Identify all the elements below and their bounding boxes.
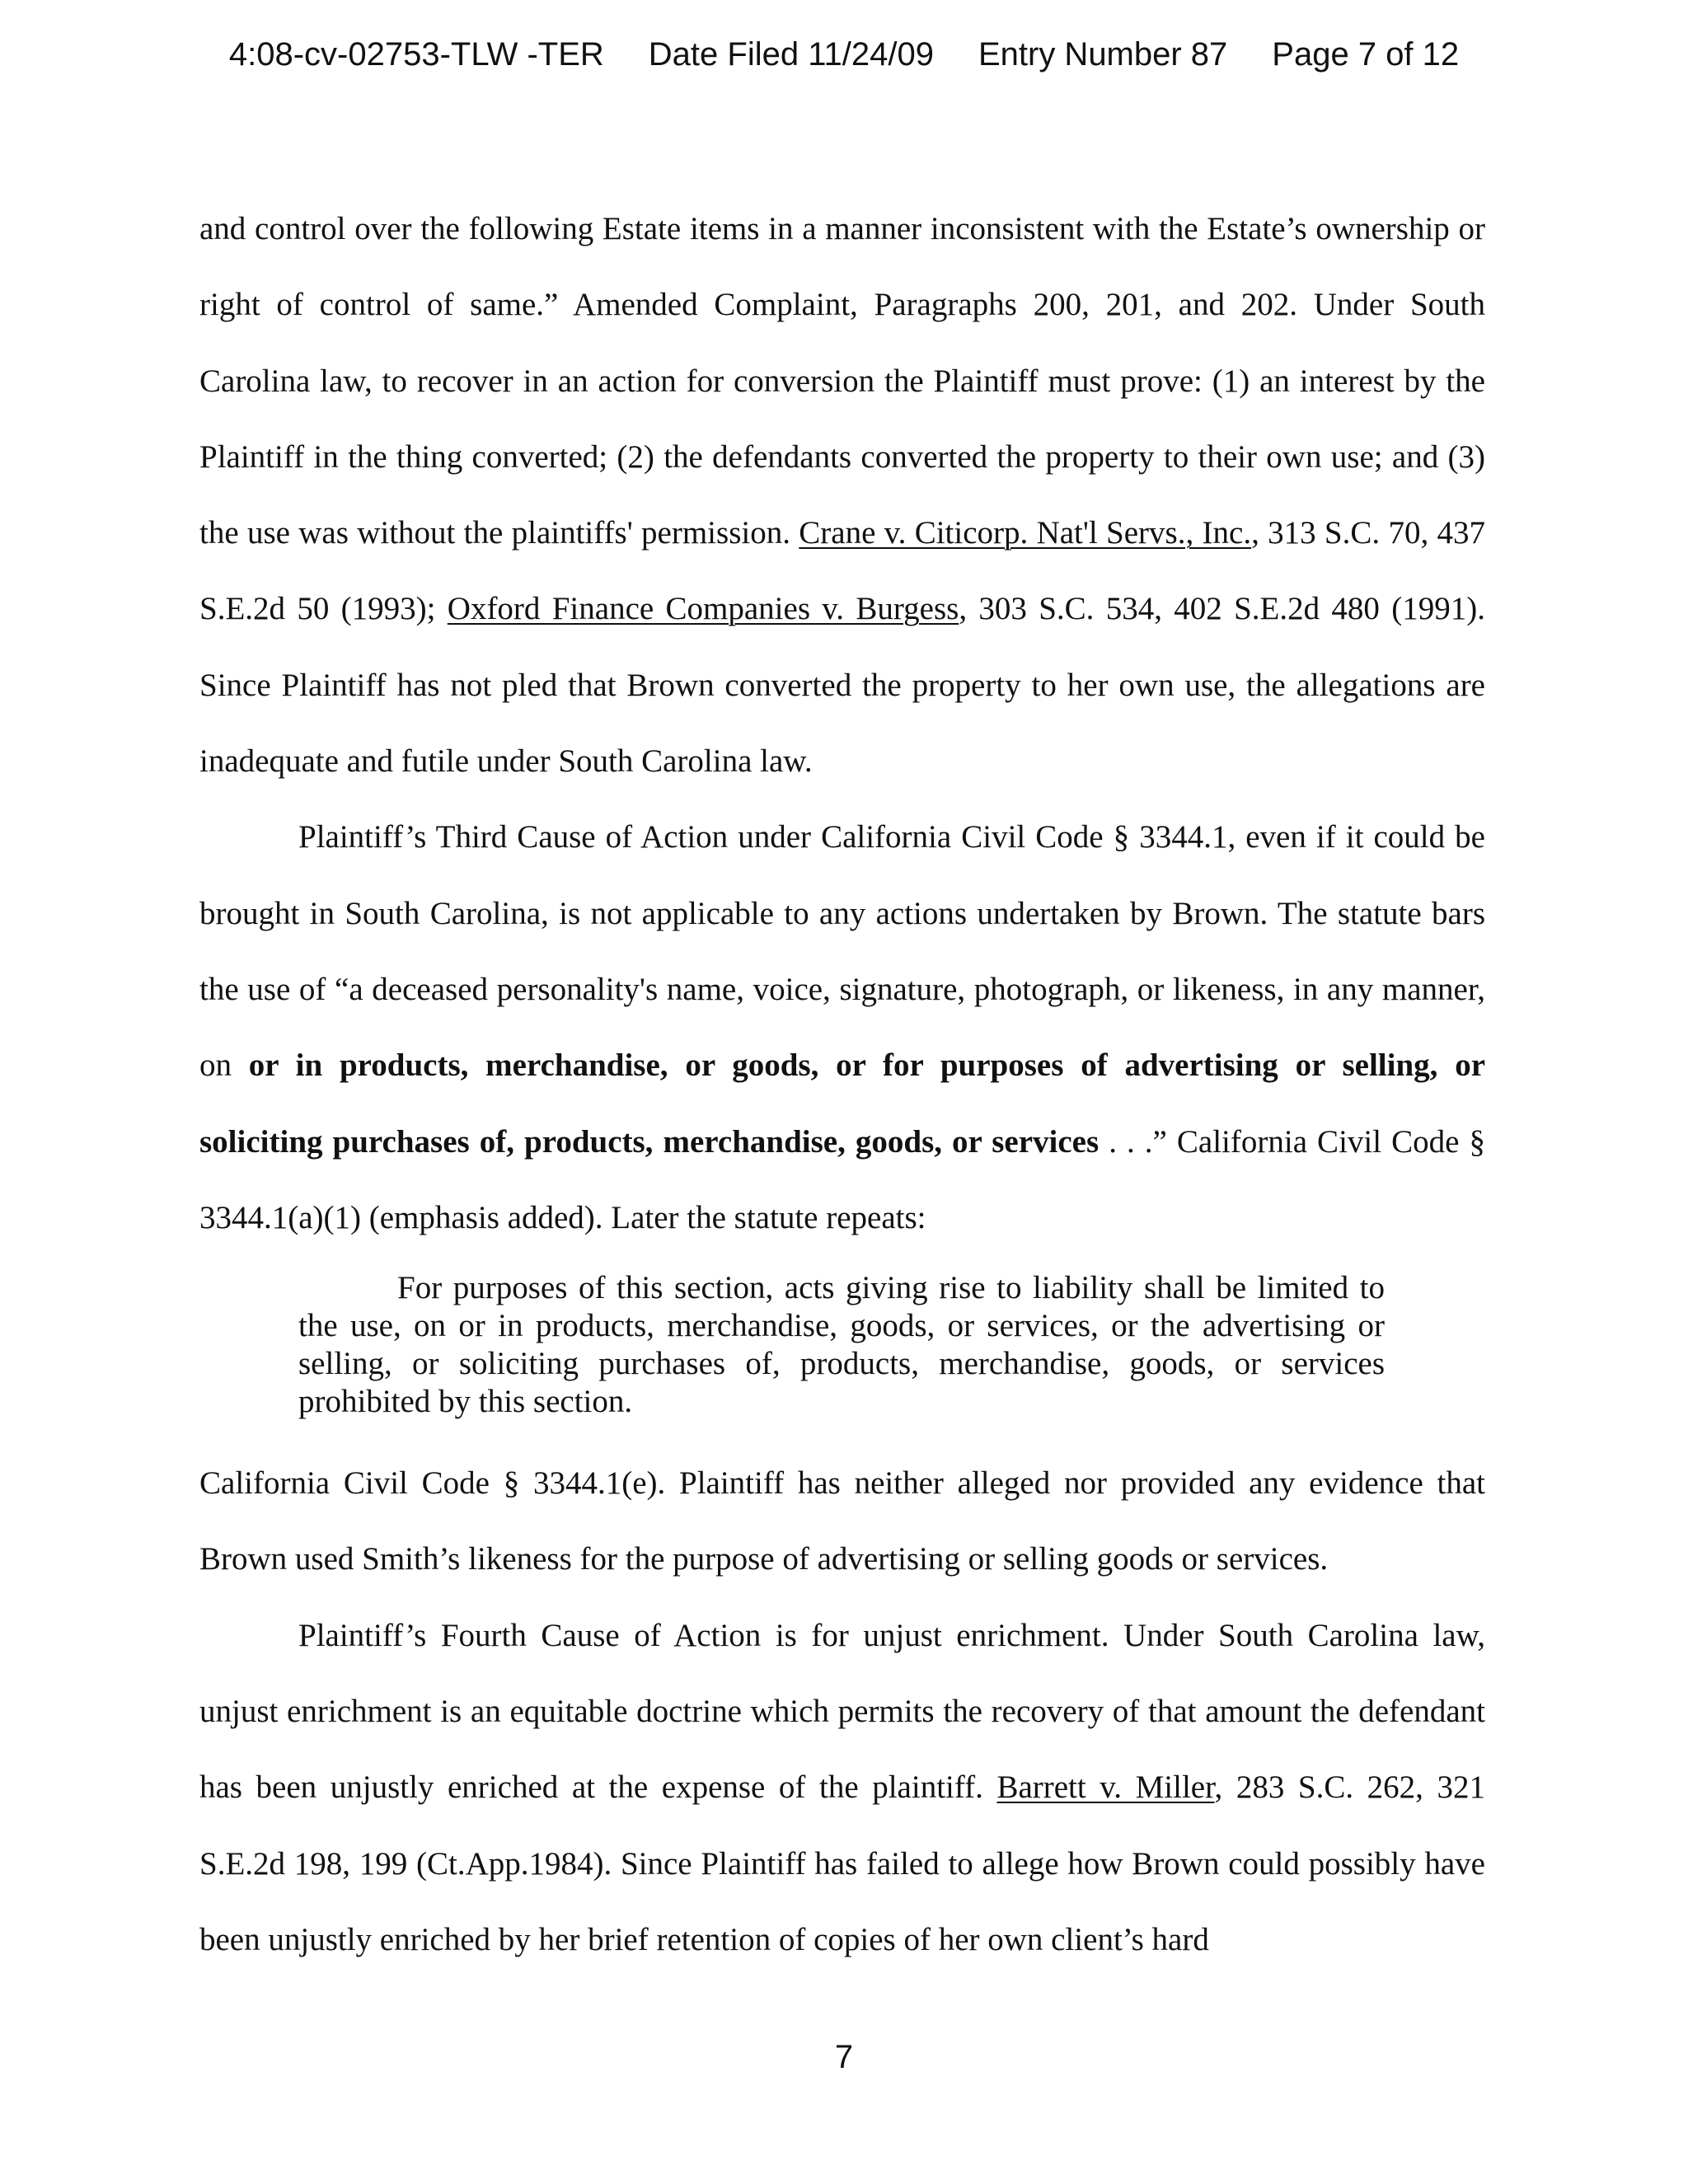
paragraph-fourth-cause: Plaintiff’s Fourth Cause of Action is for unjust enrichment. Under South Carolina law, unjust enrichment is an equitable doctrine which permits the recovery of that amount the defendant has been unjustly enriched at the expense of the plaintiff. Barrett v. Miller, 283 S.C. 262, 321 S.E.2d 198, 199 (Ct.App.1984). Since Plaintiff has failed to allege how Brown could possibly have been unjustly enriched by her brief retention of copies of her own client’s hard	[199, 1617, 1485, 1957]
page-of: Page 7 of 12	[1272, 36, 1460, 73]
paragraph-statute-cite: California Civil Code § 3344.1(e). Plaintiff has neither alleged nor provided any evidence that Brown used Smith’s likeness for the purpose of advertising or selling goods or services.	[199, 1465, 1485, 1577]
entry-number: Entry Number 87	[978, 36, 1228, 73]
case-citation-oxford: Oxford Finance Companies v. Burgess	[447, 591, 959, 627]
date-filed: Date Filed 11/24/09	[648, 36, 934, 73]
case-citation-barrett: Barrett v. Miller	[996, 1769, 1215, 1806]
document-header	[0, 36, 1688, 73]
page-number: 7	[834, 2039, 854, 2075]
document-body	[199, 191, 1485, 1978]
case-citation-crane: Crane v. Citicorp. Nat'l Servs., Inc.	[799, 515, 1252, 551]
case-number: 4:08-cv-02753-TLW -TER	[228, 36, 604, 73]
paragraph-third-cause: Plaintiff’s Third Cause of Action under California Civil Code § 3344.1, even if it could be brought in South Carolina, is not applicable to any actions undertaken by Brown. The statute bars the use of “a deceased personality's name, voice, signature, photograph, or likeness, in any manner, on or in products, merchandise, or goods, or for purposes of advertising or selling, or soliciting purchases of, products, merchandise, goods, or services . . .” California Civil Code § 3344.1(a)(1) (emphasis added). Later the statute repeats:	[199, 819, 1486, 1235]
emphasized-statute-text: or in products, merchandise, or goods, or for purposes of advertising or selling, or soliciting purchases of, products, merchandise, goods, or services	[199, 1047, 1486, 1160]
block-quote: For purposes of this section, acts giving rise to liability shall be limited to the use, on or in products, merchandise, goods, or services, or the advertising or selling, or soliciting purchases of, products, merchandise, goods, or services prohibited by this section.	[298, 1270, 1385, 1420]
paragraph-conversion: and control over the following Estate items in a manner inconsistent with the Estate’s ownership or right of control of same.” Amended Complaint, Paragraphs 200, 201, and 202. Under South Carolina law, to recover in an action for conversion the Plaintiff must prove: (1) an interest by the Plaintiff in the thing converted; (2) the defendants converted the property to their own use; and (3) the use was without the plaintiffs' permission. Crane v. Citicorp. Nat'l Servs., Inc., 313 S.C. 70, 437 S.E.2d 50 (1993); Oxford Finance Companies v. Burgess, 303 S.C. 534, 402 S.E.2d 480 (1991). Since Plaintiff has not pled that Brown converted the property to her own use, the allegations are inadequate and futile under South Carolina law.	[199, 211, 1485, 780]
